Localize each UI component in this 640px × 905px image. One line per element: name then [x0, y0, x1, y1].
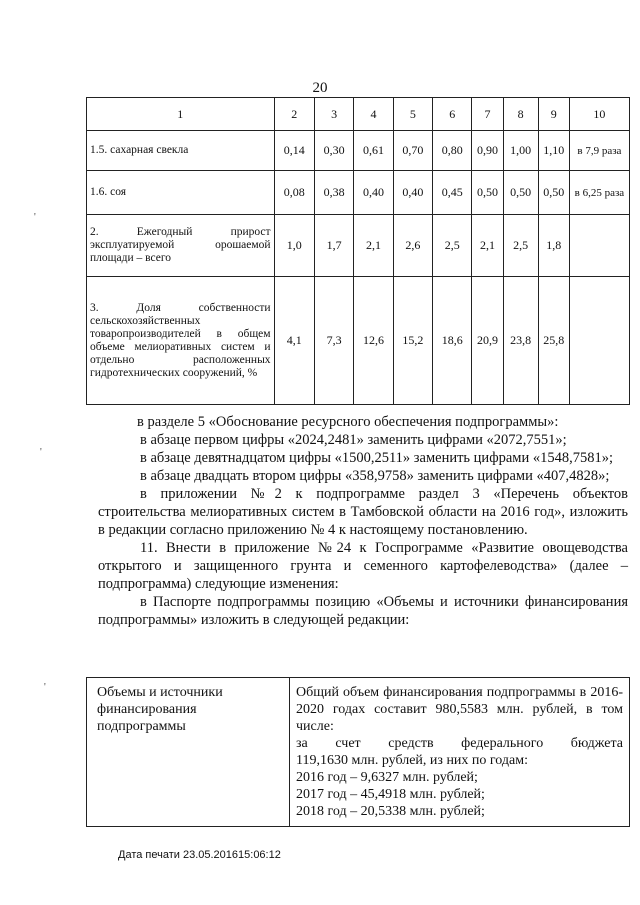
header-cell: 8: [503, 98, 538, 131]
table-cell: 0,40: [354, 171, 393, 215]
paragraph: в абзаце девятнадцатом цифры «1500,2511» заменить цифрами «1548,7581»;: [140, 450, 613, 466]
federal-rest: 119,1630 млн. рублей, из них по годам:: [296, 753, 528, 768]
table-row: [87, 277, 630, 405]
table-cell: 0,50: [538, 171, 569, 215]
financing-label: Объемы и источники финансирования подпрограммы: [87, 678, 290, 827]
table-cell: 0,70: [393, 131, 432, 171]
row-label: 1.5. сахарная свекла: [87, 131, 275, 171]
federal-line: [296, 735, 623, 752]
page-number: 20: [312, 80, 328, 96]
paragraph: в абзаце двадцать втором цифры «358,9758» заменить цифрами «407,4828»;: [140, 468, 610, 484]
table-cell: 20,9: [472, 277, 503, 405]
federal-word: федерального: [461, 736, 544, 751]
scan-mark: ': [34, 212, 36, 223]
federal-word: средств: [388, 736, 434, 751]
table-row: [87, 171, 630, 215]
header-cell: 1: [87, 98, 275, 131]
print-date-footer: Дата печати 23.05.201615:06:12: [118, 849, 281, 861]
table-cell: 1,0: [274, 215, 314, 277]
table-cell: 2,1: [354, 215, 393, 277]
header-cell: 4: [354, 98, 393, 131]
header-cell: 9: [538, 98, 569, 131]
table-cell: 15,2: [393, 277, 432, 405]
header-cell: 6: [433, 98, 472, 131]
financing-row: [87, 678, 630, 827]
table-cell: 0,80: [433, 131, 472, 171]
table-cell: 1,8: [538, 215, 569, 277]
table-cell: 0,08: [274, 171, 314, 215]
table-row: [87, 215, 630, 277]
financing-intro: Общий объем финансирования подпрограммы в 2016-2020 годах составит 980,5583 млн. рублей, в том числе:: [296, 685, 623, 734]
table-cell: 1,10: [538, 131, 569, 171]
table-cell: 25,8: [538, 277, 569, 405]
scan-mark: ': [40, 447, 42, 458]
table-cell: 7,3: [314, 277, 353, 405]
table-cell-note: [569, 277, 629, 405]
table-cell: 12,6: [354, 277, 393, 405]
scan-mark: ': [44, 682, 46, 693]
table-cell-note: в 7,9 раза: [569, 131, 629, 171]
paragraph: 11. Внести в приложение №24 к Госпрограмме «Развитие овощеводства открытого и защищенного грунта и семенного картофелеводства» (далее – подпрограмма) следующие изменения:: [98, 540, 628, 592]
row-label: 1.6. соя: [87, 171, 275, 215]
table-cell: 0,50: [472, 171, 503, 215]
table-cell: 1,00: [503, 131, 538, 171]
header-cell: 3: [314, 98, 353, 131]
year-line: 2018 год – 20,5338 млн. рублей;: [296, 804, 485, 819]
indicators-table: [86, 97, 630, 405]
paragraph: в абзаце первом цифры «2024,2481» заменить цифрами «2072,7551»;: [140, 432, 567, 448]
table-cell: 0,38: [314, 171, 353, 215]
table-cell: 0,90: [472, 131, 503, 171]
header-cell: 2: [274, 98, 314, 131]
federal-word: бюджета: [570, 736, 623, 751]
table-cell-note: в 6,25 раза: [569, 171, 629, 215]
year-line: 2017 год – 45,4918 млн. рублей;: [296, 787, 485, 802]
row-label: 2. Ежегодный прирост эксплуатируемой орошаемой площади – всего: [87, 215, 275, 277]
table-cell: 23,8: [503, 277, 538, 405]
federal-word: за: [296, 736, 308, 751]
body-text: [98, 413, 628, 629]
paragraph: в Паспорте подпрограммы позицию «Объемы и источники финансирования подпрограммы» изложить в следующей редакции:: [98, 594, 628, 628]
table-header-row: [87, 98, 630, 131]
table-cell: 2,5: [503, 215, 538, 277]
table-row: [87, 131, 630, 171]
header-cell: 5: [393, 98, 432, 131]
table-cell: 4,1: [274, 277, 314, 405]
row-label: 3. Доля собственности сельскохозяйственных товаропроизводителей в общем объеме мелиоративных систем и отдельно расположенных гидротехнических сооружений, %: [87, 277, 275, 405]
table-cell: 1,7: [314, 215, 353, 277]
table-cell: 0,40: [393, 171, 432, 215]
table-cell: 0,45: [433, 171, 472, 215]
table-cell: 2,1: [472, 215, 503, 277]
table-cell: 0,14: [274, 131, 314, 171]
year-line: 2016 год – 9,6327 млн. рублей;: [296, 770, 478, 785]
federal-word: счет: [335, 736, 361, 751]
header-cell: 10: [569, 98, 629, 131]
paragraph: в разделе 5 «Обоснование ресурсного обеспечения подпрограммы»:: [137, 414, 559, 430]
table-cell: 18,6: [433, 277, 472, 405]
financing-details: [290, 678, 630, 827]
table-cell: 0,61: [354, 131, 393, 171]
table-cell: 2,6: [393, 215, 432, 277]
table-cell-note: [569, 215, 629, 277]
table-cell: 0,50: [503, 171, 538, 215]
paragraph: в приложении №2 к подпрограмме раздел 3 «Перечень объектов строительства мелиоративных систем в Тамбовской области на 2016 год», изложить в редакции согласно приложению № 4 к настоящему постановлению.: [98, 486, 628, 538]
header-cell: 7: [472, 98, 503, 131]
table-cell: 0,30: [314, 131, 353, 171]
table-cell: 2,5: [433, 215, 472, 277]
financing-table: [86, 677, 630, 827]
